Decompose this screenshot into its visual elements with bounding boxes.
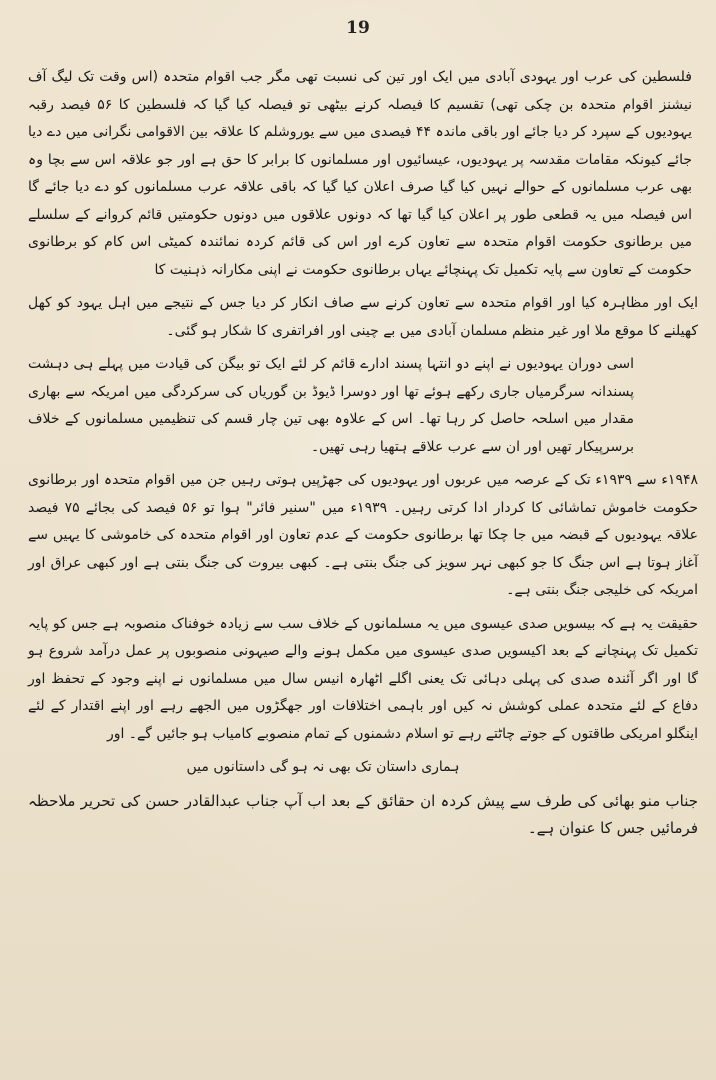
page-number: 19: [346, 18, 370, 38]
page-body: [28, 64, 698, 849]
paragraph-closing-note: جناب منو بھائی کی طرف سے پیش کردہ ان حقائق کے بعد اب آپ جناب عبدالقادر حسن کی تحریر ملاحظہ فرمائیں جس کا عنوان ہے۔: [28, 791, 698, 837]
paragraph-british-refusal: ایک اور مظاہرہ کیا اور اقوام متحدہ سے تعاون کرنے سے صاف انکار کر دیا جس کے نتیجے میں اہل یہود کو کھل کھیلنے کا موقع ملا اور غیر منظم مسلمان آبادی میں بے چینی اور افراتفری کا شکار ہو گئی۔: [28, 295, 698, 339]
paragraph-conspiracy: حقیقت یہ ہے کہ بیسویں صدی عیسوی میں یہ مسلمانوں کے خلاف سب سے زیادہ خوفناک منصوبہ ہے جس کو پایہ تکمیل تک پہنچانے کے بعد اکیسویں صدی عیسوی میں مکمل ہونے والے صیہونی منصوبوں پر عمل درآمد شروع ہو گا اور اگر آئندہ صدی کی پہلی دہائی تک یعنی اگلے اٹھارہ انیس سال میں مسلمانوں نے اپنے وجود کے تحفظ اور دفاع کے لئے متحدہ عملی کوشش نہ کیں اور باہمی اختلافات اور جھگڑوں میں الجھے رہے اور اپنے اقتدار کے لئے اینگلو امریکی طاقتوں کے جوتے چاٹتے رہے تو اسلام دشمنوں کے تمام منصوبے کامیاب ہو جائیں گے۔ اور: [28, 615, 698, 742]
paragraph-partition-plan: فلسطین کی عرب اور یہودی آبادی میں ایک اور تین کی نسبت تھی مگر جب اقوام متحدہ (اس وقت تک لیگ آف نیشنز اقوام متحدہ بن چکی تھی) تقسیم کا فیصلہ کرنے بیٹھی تو فیصلہ کیا گیا کہ فلسطین کا ۵۶ فیصد رقبہ یہودیوں کے سپرد کر دیا جائے اور باقی ماندہ ۴۴ فیصدی میں سے یوروشلم کا علاقہ بین الاقوامی نگرانی میں دے دیا جائے کیونکہ مقامات مقدسہ پر یہودیوں، عیسائیوں اور مسلمانوں کا برابر کا حق ہے اور جو علاقہ اس سے بچا وہ بھی عرب مسلمانوں کے حوالے نہیں کیا گیا صرف اعلان کیا گیا کہ باقی علاقہ عرب مسلمانوں کو دے دیا جائے گا اس فیصلہ میں یہ قطعی طور پر اعلان کیا گیا تھا کہ دونوں علاقوں میں دونوں حکومتیں قائم کروانے کے سلسلے میں برطانوی حکومت اقوام متحدہ سے تعاون کرے اور اس کی قائم کردہ نمائندہ کمیٹی اس کام کو برطانوی حکومت کے تعاون سے پایہ تکمیل تک پہنچائے یہاں برطانوی حکومت نے اپنی مکارانہ ذہنیت کا: [28, 69, 693, 278]
verse-line: ہماری داستان تک بھی نہ ہو گی داستانوں میں: [186, 759, 460, 775]
paragraph-extremist-organizations: اسی دوران یہودیوں نے اپنے دو انتہا پسند ادارے قائم کر لئے ایک تو بیگن کی قیادت میں پہلے ہی دہشت پسندانہ سرگرمیاں جاری رکھے ہوئے تھا اور دوسرا ڈیوڈ بن گوریاں کی سرکردگی میں امریکہ سے بھاری مقدار میں اسلحہ حاصل کر رہا تھا۔ اس کے علاوہ بھی تین چار قسم کی تنظیمیں مسلمانوں کے خلاف برسرپیکار تھیں اور ان سے عرب علاقے ہتھیا رہی تھیں۔: [28, 356, 634, 455]
paragraph-clashes-1948: ۱۹۴۸ء سے ۱۹۳۹ء تک کے عرصہ میں عربوں اور یہودیوں کی جھڑپیں ہوتی رہیں جن میں اقوام متحدہ اور برطانوی حکومت خاموش تماشائی کا کردار ادا کرتی رہیں۔ ۱۹۳۹ء میں "سنیر فائر" ہوا تو ۵۶ فیصد کی بجائے ۷۵ فیصد علاقہ یہودیوں کے قبضہ میں جا چکا تھا برطانوی حکومت کے عدم تعاون اور اقوام متحدہ کی خاموشی کا یہیں سے آغاز ہوتا ہے اس جنگ کا جو کبھی نہر سویز کی جنگ بنتی ہے۔ کبھی بیروت کی جنگ بنتی ہے اور کبھی عراق اور امریکہ کی خلیجی جنگ بنتی ہے۔: [28, 472, 699, 598]
